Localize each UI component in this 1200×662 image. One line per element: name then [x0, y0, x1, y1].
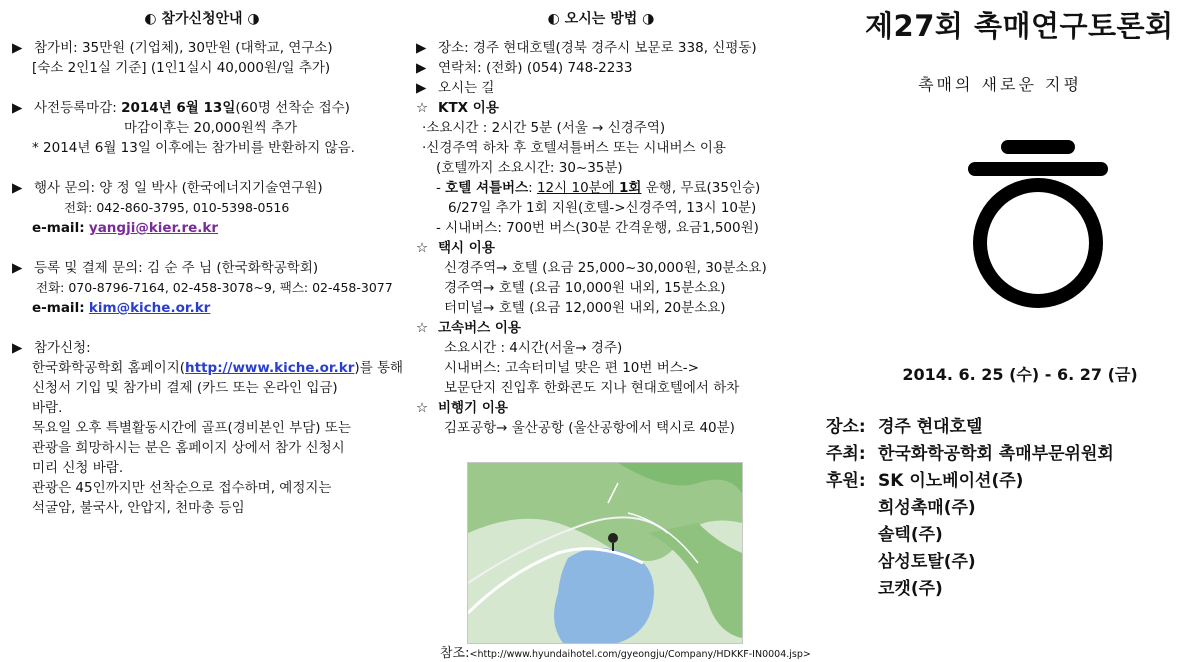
bullet-icon: ▶	[12, 40, 23, 56]
event-info	[826, 414, 1114, 603]
bus-title: 고속버스 이용	[438, 320, 521, 336]
directions-text: 오시는 길	[438, 80, 495, 96]
sponsor-item: 솔텍(주)	[878, 525, 943, 545]
bullet-icon: ▶	[416, 60, 427, 76]
bus-line-2: 시내버스: 고속터미널 맞은 편 10번 버스->	[444, 360, 699, 376]
host-label: 주최:	[826, 444, 866, 464]
payment-email-link[interactable]: kim@kiche.or.kr	[88, 300, 211, 316]
email-label: e-mail:	[32, 220, 85, 236]
event-contact: 행사 문의: 양 정 일 박사 (한국에너지기술연구원)	[34, 180, 323, 196]
shuttle-time: 12시 10분에	[536, 180, 620, 196]
star-icon: ☆	[416, 320, 429, 336]
star-icon: ☆	[416, 100, 429, 116]
prereg-prefix: 사전등록마감:	[34, 100, 122, 116]
bullet-icon: ▶	[416, 80, 427, 96]
lodging-text: [숙소 2인1실 기준] (1인1실시 40,000원/일 추가)	[32, 60, 331, 76]
ktx-line-2: ·신경주역 하차 후 호텔셔틀버스 또는 시내버스 이용	[422, 140, 726, 156]
fee-text: 참가비: 35만원 (기업체), 30만원 (대학교, 연구소)	[34, 40, 333, 56]
sponsor-item: 삼성토탈(주)	[878, 552, 976, 572]
prereg-note: * 2014년 6월 13일 이후에는 참가비를 반환하지 않음.	[32, 140, 355, 156]
apply-line-8: 석굴암, 불국사, 안압지, 천마총 등임	[32, 500, 245, 516]
star-icon: ☆	[416, 400, 429, 416]
apply-line-1-post: )를 통해	[354, 360, 404, 376]
host-value: 한국화학공학회 촉매부문위원회	[878, 444, 1114, 464]
map-graphic	[468, 463, 742, 643]
prereg-date: 2014년 6월 13일	[121, 100, 236, 116]
bullet-icon: ▶	[12, 260, 23, 276]
ktx-line-3: (호텔까지 소요시간: 30~35분)	[436, 160, 623, 176]
apply-line-4: 목요일 오후 특별활동시간에 골프(경비본인 부담) 또는	[32, 420, 351, 436]
society-logo-icon	[968, 140, 1108, 310]
bus-line-3: 보문단지 진입후 한화콘도 지나 현대호텔에서 하차	[444, 380, 740, 396]
air-line-1: 김포공항→ 울산공항 (울산공항에서 택시로 40분)	[444, 420, 735, 436]
payment-phone: 전화: 070-8796-7164, 02-458-3078~9, 팩스: 02-458-3077	[36, 280, 393, 295]
apply-line-2: 신청서 기입 및 참가비 결제 (카드 또는 온라인 입금)	[32, 380, 338, 396]
payment-contact: 등록 및 결제 문의: 김 순 주 님 (한국화학공학회)	[34, 260, 319, 276]
apply-line-6: 미리 신청 바람.	[32, 460, 124, 476]
apply-line-5: 관광을 희망하시는 분은 홈페이지 상에서 참가 신청시	[32, 440, 345, 456]
citybus-text: - 시내버스: 700번 버스(30분 간격운행, 요금1,500원)	[436, 220, 759, 236]
contact-text: 연락처: (전화) (054) 748-2233	[438, 60, 633, 76]
directions-column: ◐ 오시는 방법 ◑ ▶ 장소: 경주 현대호텔(경북 경주시 보문로 338, 신평동) ▶ 연락처: (전화) (054) 748-2233 ▶ 오시는 길 ☆ KTX 이용 ·소요시간 : 2시간 5분 (서울 → 신경주역) ·신경주역 하차 후 호텔셔틀버스 또는 시내버스 이용 (호텔까지 소요시간: 30~35분) - 호텔 셔틀버스: 12시 10분에 1회 운행, 무료(35인승) 6/27일 추가 1회 지원(호텔->신경주역, 13시 10분) - 시내버스: 700번 버스(30분 간격운행, 요금1,500원) ☆ 택시 이용 신경주역→ 호텔 (요금 25,000~30,000원, 30분소요) 경주역→ 호텔 (요금 10,000원 내외, 15분소요) 터미널→ 호텔 (요금 12,000원 내외, 20분소요) ☆ 고속버스 이용 소요시간 : 4시간(서울→ 경주) 시내버스: 고속터미널 맞은 편 10번 버스-> 보문단지 진입후 한화콘도 지나 현대호텔에서 하차 ☆ 비행기 이용 김포공항→ 울산공항 (울산공항에서 택시로 40분)	[416, 0, 786, 438]
event-email-link[interactable]: yangji@kier.re.kr	[88, 220, 219, 236]
registration-header: ◐ 참가신청안내 ◑	[144, 11, 260, 27]
event-title: 제27회 촉매연구토론회	[865, 9, 1174, 43]
event-subtitle: 촉매의 새로운 지평	[918, 75, 1082, 94]
bullet-icon: ▶	[416, 40, 427, 56]
bullet-icon: ▶	[12, 180, 23, 196]
registration-column	[12, 0, 404, 518]
prereg-suffix: (60명 선착순 접수)	[235, 100, 350, 116]
sponsor-item: 희성촉매(주)	[878, 498, 976, 518]
apply-title: 참가신청:	[34, 340, 91, 356]
email-label: e-mail:	[32, 300, 85, 316]
place-text: 장소: 경주 현대호텔(경북 경주시 보문로 338, 신평동)	[438, 40, 757, 56]
sponsor-label: 후원:	[826, 471, 866, 491]
kiche-homepage-link[interactable]: http://www.kiche.or.kr	[185, 360, 355, 376]
bullet-icon: ▶	[12, 100, 23, 116]
sponsor-item: SK 이노베이션(주)	[878, 471, 1024, 491]
event-phone: 전화: 042-860-3795, 010-5398-0516	[64, 200, 290, 215]
reference-url[interactable]: <http://www.hyundaihotel.com/gyeongju/Company/HDKKF-IN0004.jsp>	[469, 649, 811, 660]
apply-line-3: 바람.	[32, 400, 63, 416]
prereg-after-text: 마감이후는 20,000원씩 추가	[124, 120, 298, 136]
bullet-icon: ▶	[12, 340, 23, 356]
location-map[interactable]	[467, 462, 743, 644]
taxi-line-1: 신경주역→ 호텔 (요금 25,000~30,000원, 30분소요)	[444, 260, 767, 276]
air-title: 비행기 이용	[438, 400, 508, 416]
taxi-title: 택시 이용	[438, 240, 495, 256]
shuttle-line-2: 6/27일 추가 1회 지원(호텔->신경주역, 13시 10분)	[448, 200, 757, 216]
bus-line-1: 소요시간 : 4시간(서울→ 경주)	[444, 340, 623, 356]
apply-line-7: 관광은 45인까지만 선착순으로 접수하며, 예정지는	[32, 480, 332, 496]
taxi-line-2: 경주역→ 호텔 (요금 10,000원 내외, 15분소요)	[444, 280, 726, 296]
reference-line	[440, 642, 811, 661]
apply-line-1-pre: 한국화학공학회 홈페이지(	[32, 360, 186, 376]
directions-header: ◐ 오시는 방법 ◑	[547, 11, 655, 27]
ktx-title: KTX 이용	[438, 100, 499, 116]
reference-label: 참조:	[440, 646, 470, 661]
place-value: 경주 현대호텔	[878, 417, 983, 437]
shuttle-post: 운행, 무료(35인승)	[641, 180, 761, 196]
event-date: 2014. 6. 25 (수) - 6. 27 (금)	[902, 365, 1138, 384]
sponsor-item: 코캣(주)	[878, 579, 943, 599]
taxi-line-3: 터미널→ 호텔 (요금 12,000원 내외, 20분소요)	[444, 300, 726, 316]
star-icon: ☆	[416, 240, 429, 256]
place-label: 장소:	[826, 417, 866, 437]
shuttle-count: 1회	[619, 180, 642, 196]
shuttle-label: 호텔 셔틀버스	[445, 180, 529, 196]
ktx-line-1: ·소요시간 : 2시간 5분 (서울 → 신경주역)	[422, 120, 666, 136]
